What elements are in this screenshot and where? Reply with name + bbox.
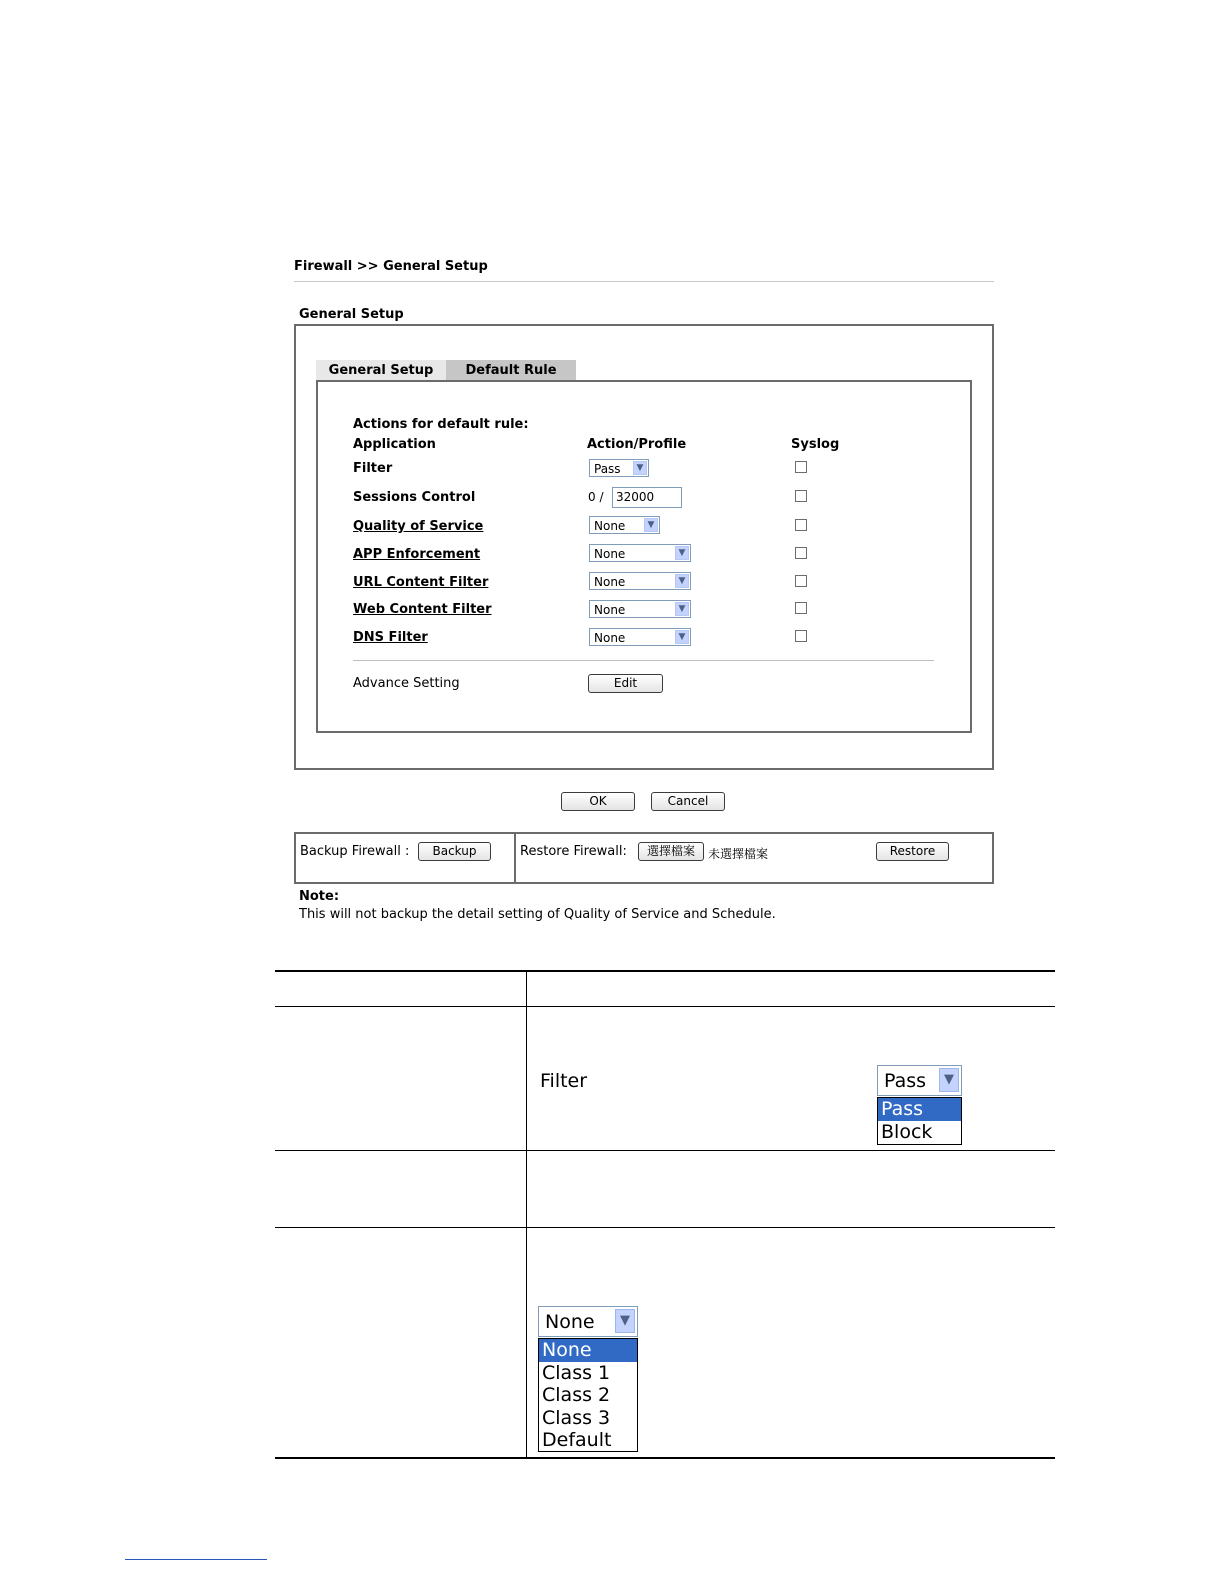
column-syslog: Syslog <box>791 437 840 452</box>
ok-button[interactable]: OK <box>561 792 635 811</box>
qos-illustration-value: None <box>545 1311 595 1333</box>
web-content-filter-select[interactable] <box>589 600 691 618</box>
web-content-filter-value: None <box>594 603 626 617</box>
qos-select[interactable] <box>589 516 660 534</box>
list-item[interactable]: Default <box>542 1429 612 1451</box>
list-item[interactable]: None <box>539 1339 637 1362</box>
column-action-profile: Action/Profile <box>587 437 687 452</box>
row-label-filter: Filter <box>353 461 393 476</box>
chevron-down-icon: ▼ <box>633 461 647 475</box>
filter-select-value: Pass <box>594 462 621 476</box>
cancel-button[interactable]: Cancel <box>651 792 725 811</box>
sessions-prefix: 0 / <box>588 490 604 504</box>
section-title: General Setup <box>299 307 404 322</box>
qos-syslog-checkbox[interactable] <box>795 519 807 531</box>
link-web-content-filter[interactable]: Web Content Filter <box>353 602 492 617</box>
app-enforcement-syslog-checkbox[interactable] <box>795 547 807 559</box>
row-label-sessions-control: Sessions Control <box>353 490 476 505</box>
restore-button[interactable]: Restore <box>876 842 949 861</box>
chevron-down-icon: ▼ <box>675 546 689 560</box>
link-url-content-filter[interactable]: URL Content Filter <box>353 575 489 590</box>
table-top-rule <box>275 970 1055 972</box>
qos-options-list <box>538 1338 638 1452</box>
link-quality-of-service[interactable]: Quality of Service <box>353 519 484 534</box>
list-item[interactable]: Class 1 <box>542 1361 611 1384</box>
url-filter-syslog-checkbox[interactable] <box>795 575 807 587</box>
rule-heading: Actions for default rule: <box>353 417 529 432</box>
backup-firewall-label: Backup Firewall : <box>300 844 410 859</box>
tab-general-setup[interactable]: General Setup <box>316 360 446 381</box>
chevron-down-icon: ▼ <box>615 1309 635 1333</box>
table-header-rule <box>275 1006 1055 1007</box>
breadcrumb: Firewall >> General Setup <box>294 259 488 274</box>
chevron-down-icon: ▼ <box>675 630 689 644</box>
note-text: This will not backup the detail setting of Quality of Service and Schedule. <box>299 907 776 922</box>
restore-firewall-label: Restore Firewall: <box>520 844 627 859</box>
web-filter-syslog-checkbox[interactable] <box>795 602 807 614</box>
backup-button[interactable]: Backup <box>418 842 491 861</box>
sessions-syslog-checkbox[interactable] <box>795 490 807 502</box>
filter-illustration-value: Pass <box>884 1070 927 1092</box>
advance-setting-label: Advance Setting <box>353 676 460 691</box>
list-item[interactable]: Block <box>881 1120 933 1143</box>
table-column-divider <box>526 970 527 1458</box>
filter-options-list <box>877 1097 962 1145</box>
edit-button[interactable]: Edit <box>588 674 663 693</box>
sessions-limit-input[interactable]: 32000 <box>612 487 682 508</box>
app-enforcement-value: None <box>594 547 626 561</box>
dns-filter-select[interactable] <box>589 628 691 646</box>
list-item[interactable]: Pass <box>878 1098 961 1121</box>
table-bottom-rule <box>275 1457 1055 1459</box>
dns-filter-syslog-checkbox[interactable] <box>795 630 807 642</box>
qos-illustration-select[interactable] <box>538 1306 638 1337</box>
chevron-down-icon: ▼ <box>675 574 689 588</box>
breadcrumb-divider <box>294 281 994 282</box>
url-content-filter-select[interactable] <box>589 572 691 590</box>
url-content-filter-value: None <box>594 575 626 589</box>
no-file-chosen-text: 未選擇檔案 <box>708 847 769 861</box>
chevron-down-icon: ▼ <box>675 602 689 616</box>
note-title: Note: <box>299 889 340 904</box>
table-row-rule <box>275 1150 1055 1151</box>
choose-file-button[interactable]: 選擇檔案 <box>638 842 704 861</box>
filter-syslog-checkbox[interactable] <box>795 461 807 473</box>
rule-divider <box>353 660 934 661</box>
table-row-rule <box>275 1227 1055 1228</box>
filter-select[interactable] <box>589 459 649 477</box>
link-app-enforcement[interactable]: APP Enforcement <box>353 547 481 562</box>
tab-default-rule[interactable]: Default Rule <box>446 360 576 381</box>
filter-illustration-label: Filter <box>540 1070 588 1092</box>
dns-filter-value: None <box>594 631 626 645</box>
qos-select-value: None <box>594 519 626 533</box>
chevron-down-icon: ▼ <box>644 518 658 532</box>
app-enforcement-select[interactable] <box>589 544 691 562</box>
list-item[interactable]: Class 2 <box>542 1384 611 1406</box>
filter-illustration-select[interactable] <box>877 1065 962 1096</box>
list-item[interactable]: Class 3 <box>542 1406 611 1429</box>
column-application: Application <box>353 437 436 452</box>
backup-restore-divider <box>514 832 516 884</box>
chevron-down-icon: ▼ <box>939 1068 959 1092</box>
link-dns-filter[interactable]: DNS Filter <box>353 630 428 645</box>
footer-rule <box>125 1559 267 1560</box>
